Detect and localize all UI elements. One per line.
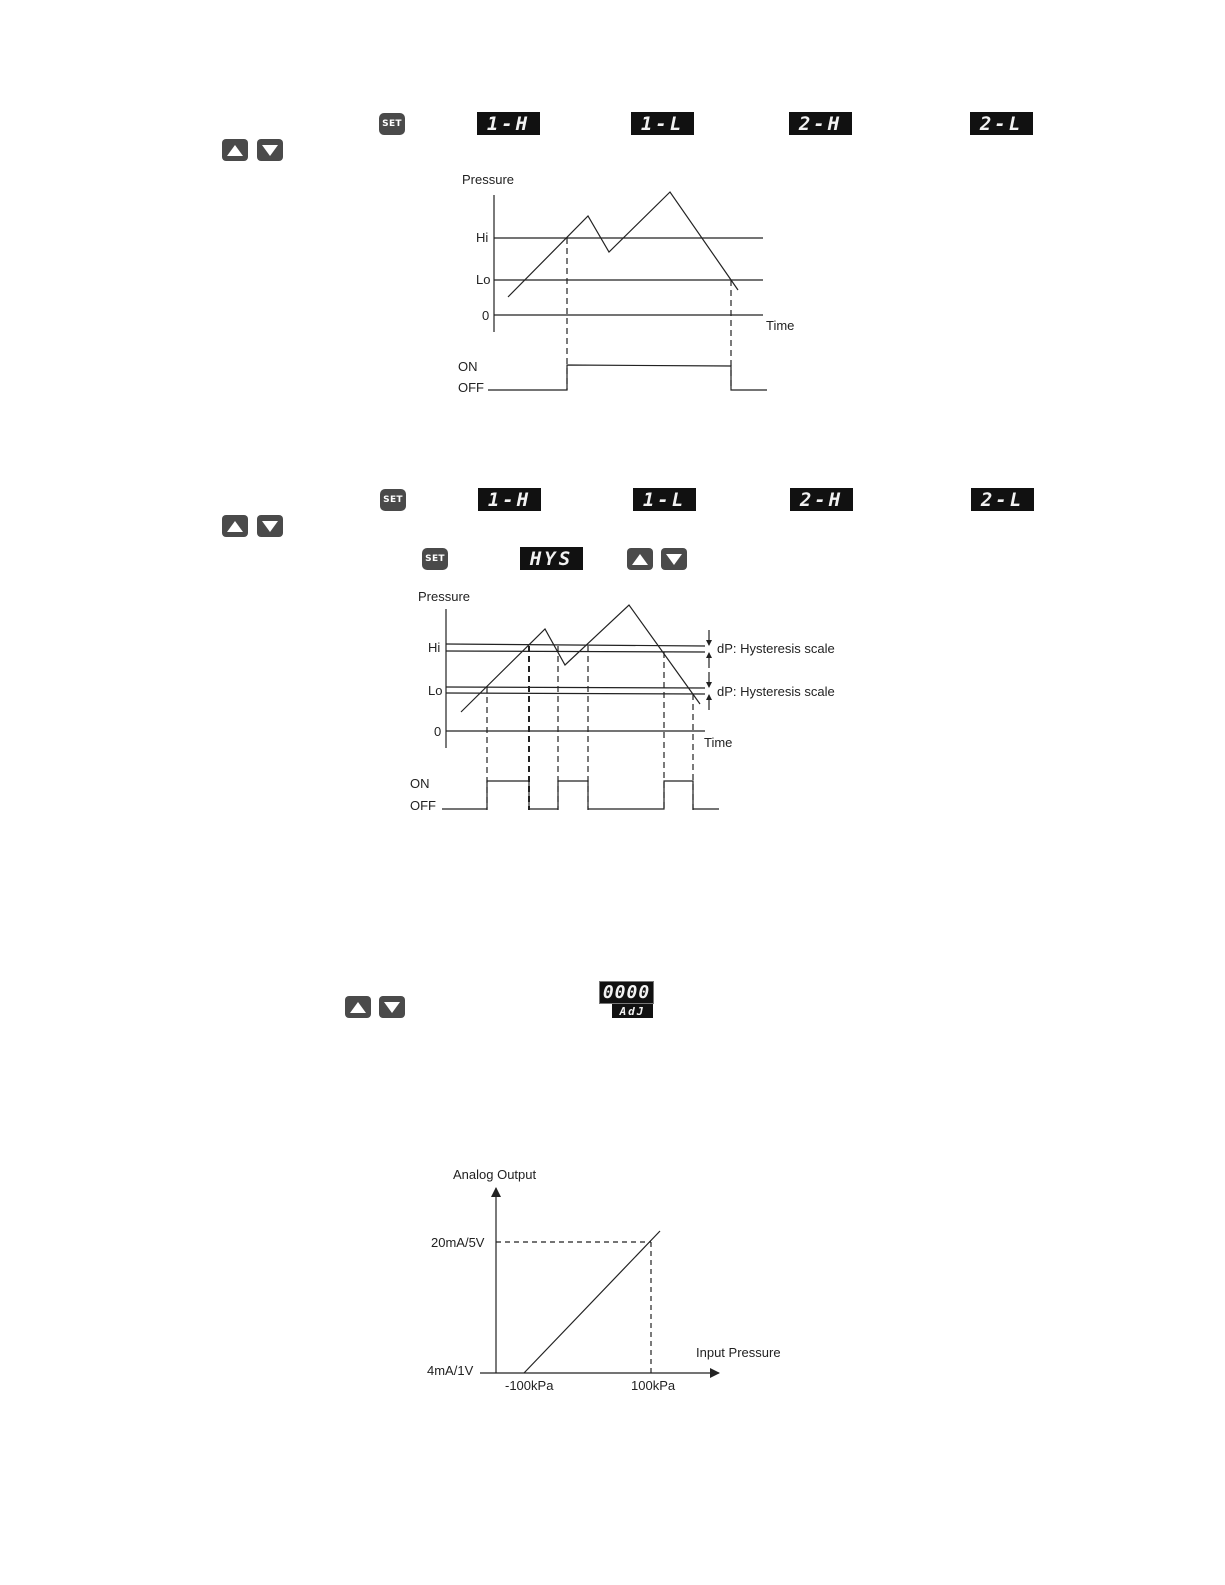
lcd-setpoint-2h: 2-H [790, 488, 853, 511]
lcd-setpoint-1h: 1-H [477, 112, 540, 135]
d1-zero-label: 0 [482, 308, 490, 323]
lo-lower-line [446, 693, 705, 694]
d3-x-axis-label: Input Pressure [696, 1345, 781, 1360]
d3-y-min-label: 4mA/1V [427, 1363, 474, 1378]
d3-x-max-label: 100kPa [631, 1378, 676, 1393]
hi-lower-line [446, 651, 705, 652]
d1-pressure-label: Pressure [462, 172, 515, 187]
pressure-window-diagram [488, 192, 767, 390]
d2-off-label: OFF [410, 798, 436, 813]
d1-hi-label: Hi [476, 230, 489, 245]
set-key-label: SET [383, 495, 403, 505]
output-waveform [488, 365, 767, 390]
hysteresis-diagram [442, 605, 719, 810]
d2-pressure-label: Pressure [418, 589, 471, 604]
d1-off-label: OFF [458, 380, 484, 395]
analog-output-diagram [480, 1188, 719, 1373]
lcd-setpoint-2l: 2-L [970, 112, 1033, 135]
pressure-curve [508, 192, 738, 297]
d2-lo-label: Lo [428, 683, 443, 698]
output-waveform [442, 781, 719, 809]
hi-upper-line [446, 644, 705, 646]
hysteresis-hi-note: dP: Hysteresis scale [717, 641, 835, 656]
d1-lo-label: Lo [476, 272, 491, 287]
d2-zero-label: 0 [434, 724, 442, 739]
d2-hi-label: Hi [428, 640, 441, 655]
set-key-label: SET [425, 554, 445, 564]
hysteresis-lo-note: dP: Hysteresis scale [717, 684, 835, 699]
lcd-setpoint-1l: 1-L [631, 112, 694, 135]
lcd-setpoint-2h: 2-H [789, 112, 852, 135]
lcd-adjust-label: AdJ [612, 1004, 653, 1018]
d2-time-label: Time [704, 735, 733, 750]
lcd-setpoint-1h: 1-H [478, 488, 541, 511]
d1-time-label: Time [766, 318, 795, 333]
output-transfer-line [524, 1231, 660, 1373]
d3-y-max-label: 20mA/5V [431, 1235, 485, 1250]
lcd-adjust-value: 0000 [599, 981, 654, 1004]
d2-on-label: ON [410, 776, 430, 791]
d3-y-axis-label: Analog Output [453, 1167, 537, 1182]
d3-x-min-label: -100kPa [505, 1378, 554, 1393]
lcd-setpoint-1l: 1-L [633, 488, 696, 511]
lcd-hysteresis: HYS [520, 547, 583, 570]
set-key-label: SET [382, 119, 402, 129]
lcd-setpoint-2l: 2-L [971, 488, 1034, 511]
d1-on-label: ON [458, 359, 478, 374]
